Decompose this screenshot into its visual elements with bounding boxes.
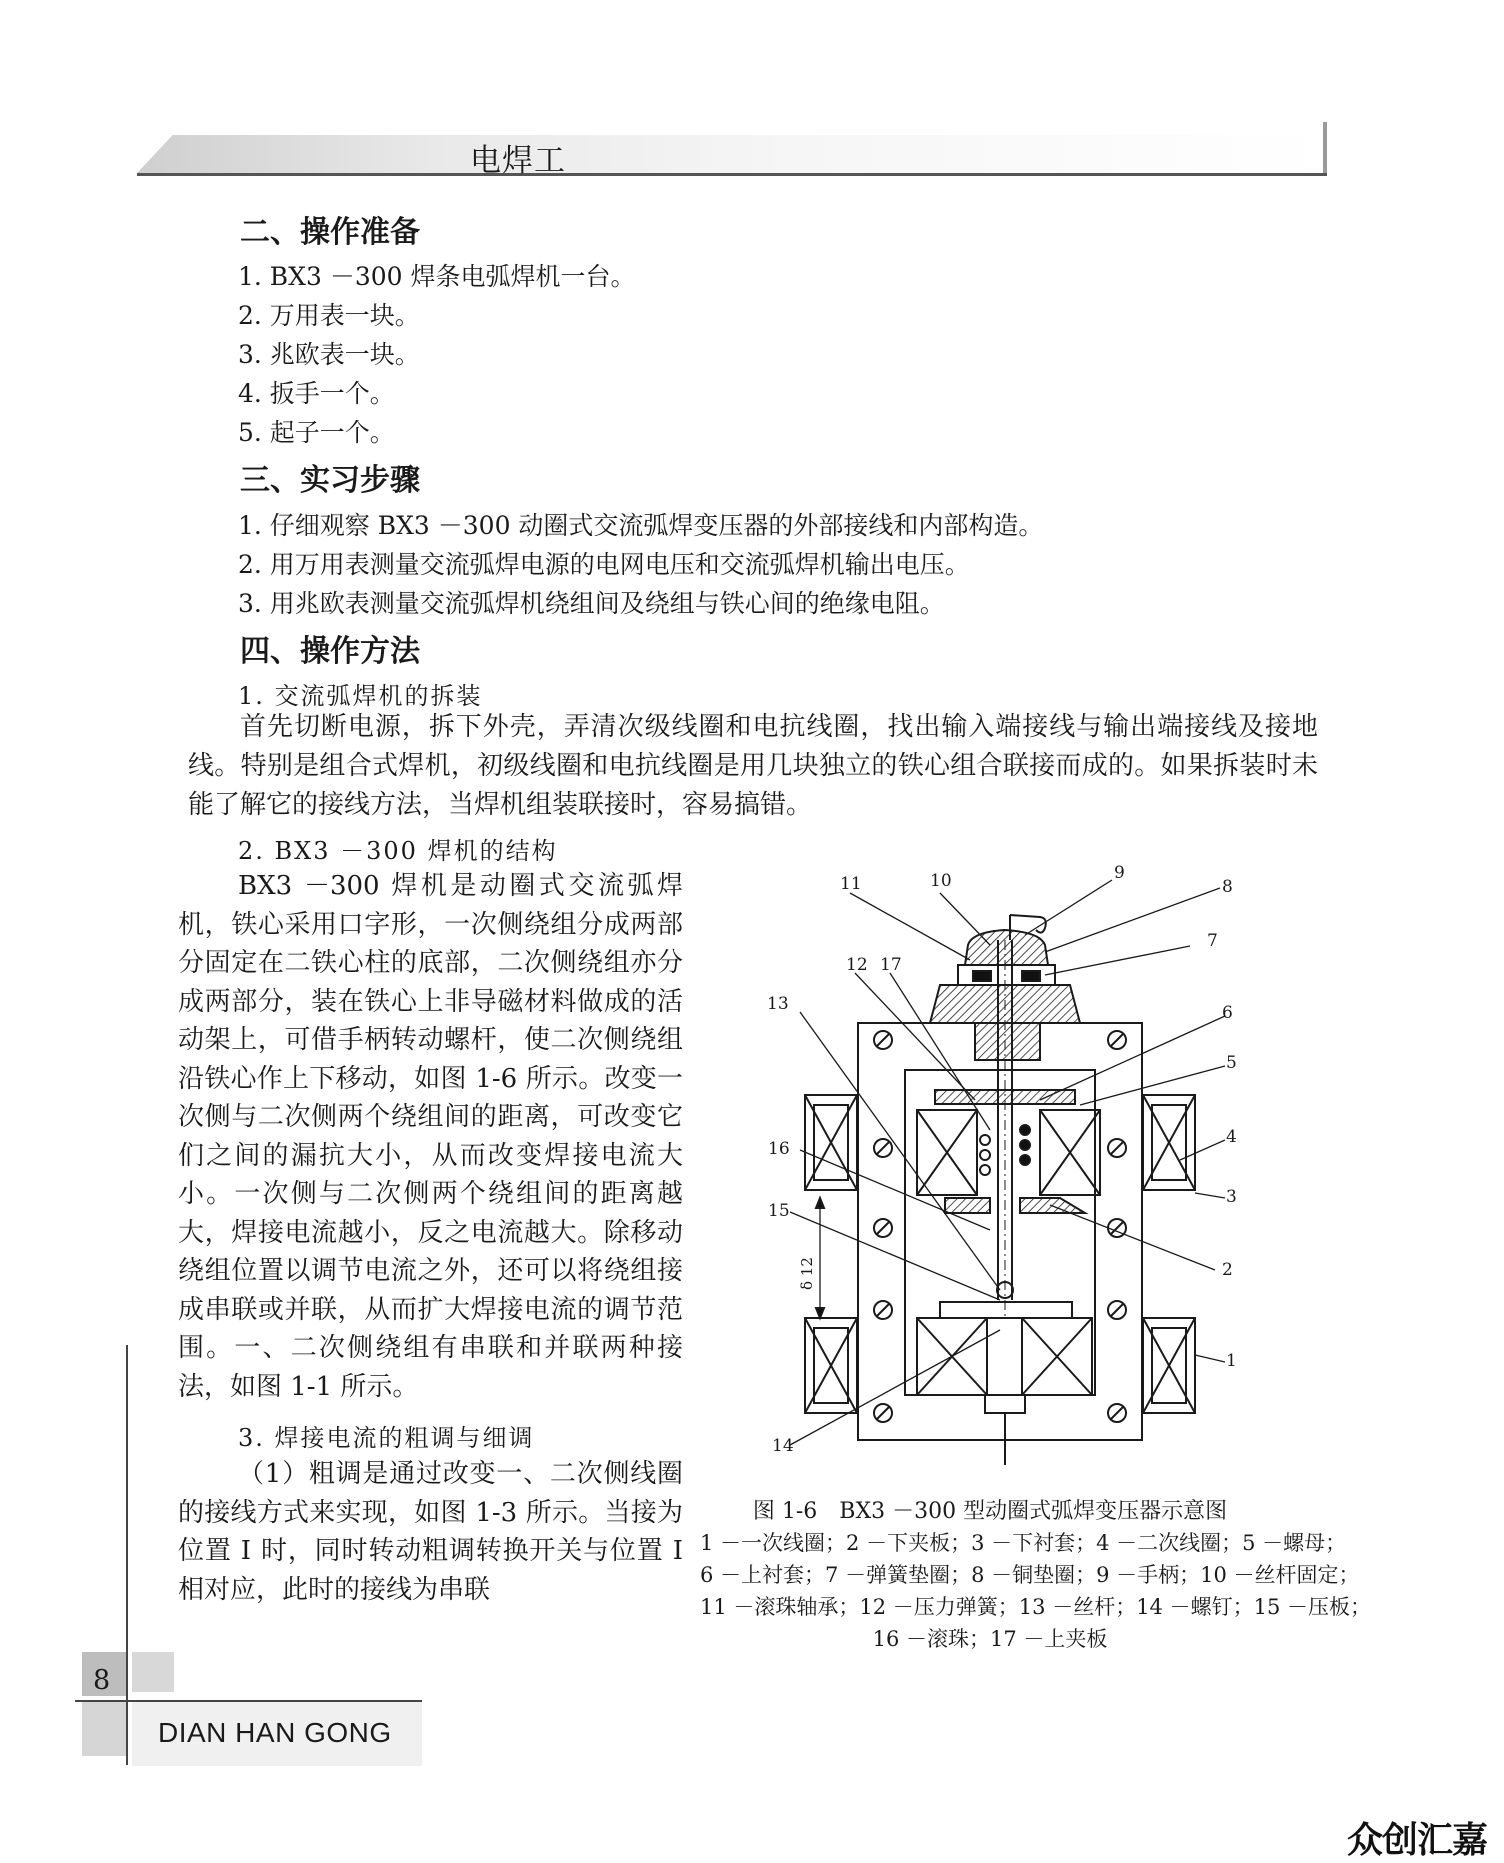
- fig-label: 7: [1207, 931, 1218, 951]
- fig-label: 16: [768, 1139, 790, 1159]
- subheading-disassembly: 1. 交流弧焊机的拆装: [238, 682, 483, 710]
- subheading-current-adjust: 3. 焊接电流的粗调与细调: [238, 1424, 535, 1452]
- figure-legend-line: 11 －滚珠轴承；12 －压力弹簧；13 －丝杆；14 －螺钉；15 －压板；: [700, 1595, 1371, 1619]
- watermark: 众创汇嘉: [1347, 1820, 1488, 1861]
- fig-label: 6: [1222, 1003, 1233, 1023]
- header-rule: [137, 173, 1327, 176]
- footer-block: [132, 1652, 174, 1692]
- fig-label: 13: [767, 994, 789, 1014]
- list-item: 4. 扳手一个。: [238, 379, 395, 408]
- lower-clamp-plate: [940, 1302, 1072, 1318]
- figure-transformer-diagram: [740, 860, 1280, 1480]
- paragraph-structure: BX3 －300 焊机是动圈式交流弧焊机，铁心采用口字形，一次侧绕组分成两部分固定在二铁心柱的底部，二次侧绕组亦分成两部分，装在铁心上非导磁材料做成的活动架上，可借手柄转动螺杆，使二次侧绕组沿铁心作上下移动，如图 1-6 所示。改变一次侧与二次侧两个绕组间的距离，可改变它们之间的漏抗大小，从而改变焊接电流大小。一次侧与二次侧两个绕组间的距离越大，焊接电流越小，反之电流越大。除移动绕组位置以调节电流之外，还可以将绕组接成串联或并联，从而扩大焊接电流的调节范围。一、二次侧绕组有串联和并联两种接法，如图 1-1 所示。: [178, 871, 683, 1402]
- figure-legend-line: 16 －滚珠；17 －上夹板: [872, 1627, 1108, 1651]
- page-number: 8: [93, 1665, 111, 1696]
- list-item: 1. BX3 －300 焊条电弧焊机一台。: [238, 262, 636, 291]
- figure-caption-title: 图 1-6 BX3 －300 型动圈式弧焊变压器示意图: [752, 1499, 1228, 1524]
- section-heading-steps: 三、实习步骤: [240, 463, 420, 498]
- fig-dimension-label: δ 12: [798, 1257, 816, 1290]
- footer-horizontal-rule: [75, 1700, 422, 1702]
- fig-label: 11: [840, 874, 862, 894]
- fig-label: 4: [1226, 1127, 1237, 1147]
- list-item: 3. 用兆欧表测量交流弧焊机绕组间及绕组与铁心间的绝缘电阻。: [238, 589, 945, 618]
- core-frame-outer: [858, 1023, 1142, 1440]
- fig-label: 5: [1226, 1053, 1237, 1073]
- fig-label: 9: [1114, 863, 1125, 883]
- subheading-structure: 2. BX3 －300 焊机的结构: [238, 837, 558, 865]
- list-item: 3. 兆欧表一块。: [238, 340, 420, 369]
- list-item: 5. 起子一个。: [238, 418, 395, 447]
- fig-label: 10: [930, 871, 952, 891]
- header-band: [137, 135, 1327, 173]
- fig-label: 14: [772, 1436, 794, 1456]
- fig-label: 2: [1222, 1260, 1233, 1280]
- footer-vertical-rule: [126, 1345, 128, 1765]
- fig-label: 3: [1226, 1187, 1237, 1207]
- fig-label: 12: [846, 955, 868, 975]
- fig-label: 15: [768, 1201, 790, 1221]
- figure-legend-line: 1 －一次线圈；2 －下夹板；3 －下衬套；4 －二次线圈；5 －螺母；: [700, 1531, 1347, 1555]
- fig-label: 1: [1226, 1351, 1237, 1371]
- fig-label: 17: [880, 955, 902, 975]
- footer-book-title: DIAN HAN GONG: [158, 1717, 392, 1748]
- paragraph-coarse-adjust: （1）粗调是通过改变一、二次侧线圈的接线方式来实现，如图 1-3 所示。当接为位置 Ⅰ 时，同时转动粗调转换开关与位置 Ⅰ 相对应，此时的接线为串联: [178, 1459, 683, 1605]
- list-item: 2. 用万用表测量交流弧焊电源的电网电压和交流弧焊机输出电压。: [238, 550, 970, 579]
- footer-block: [82, 1702, 126, 1756]
- list-item: 1. 仔细观察 BX3 －300 动圈式交流弧焊变压器的外部接线和内部构造。: [238, 511, 1044, 540]
- section-heading-method: 四、操作方法: [240, 634, 420, 669]
- header-edge: [1323, 122, 1327, 176]
- fig-label: 8: [1222, 877, 1233, 897]
- figure-legend-line: 6 －上衬套；7 －弹簧垫圈；8 －铜垫圈；9 －手柄；10 －丝杆固定；: [700, 1563, 1360, 1587]
- paragraph-disassembly: 首先切断电源，拆下外壳，弄清次级线圈和电抗线圈，找出输入端接线与输出端接线及接地线。特别是组合式焊机，初级线圈和电抗线圈是用几块独立的铁心组合联接而成的。如果拆装时未能了解它的接线方法，当焊机组装联接时，容易搞错。: [188, 712, 1318, 820]
- section-heading-prep: 二、操作准备: [240, 215, 420, 250]
- list-item: 2. 万用表一块。: [238, 301, 420, 330]
- running-header-title: 电焊工: [470, 143, 566, 179]
